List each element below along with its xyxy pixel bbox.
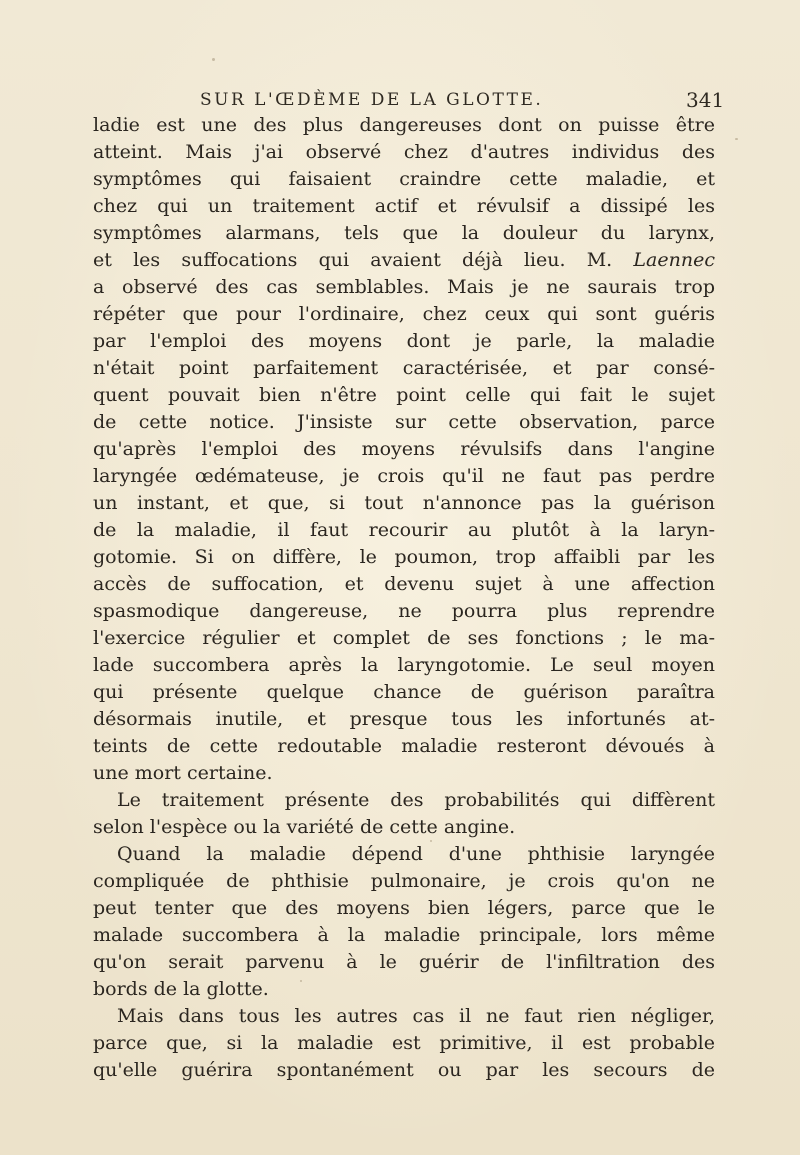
page-number: 341: [686, 88, 725, 112]
text-line: gotomie. Si on diffère, le poumon, trop affaibli par les: [93, 546, 715, 568]
text-line: atteint. Mais j'ai observé chez d'autres individus des: [93, 141, 715, 163]
body-text: [93, 112, 715, 1084]
text-line: symptômes qui faisaient craindre cette maladie, et: [93, 168, 715, 190]
text-line: selon l'espèce ou la variété de cette angine.: [93, 816, 516, 838]
text-line: a observé des cas semblables. Mais je ne saurais trop: [93, 276, 715, 298]
text-line: qu'on serait parvenu à le guérir de l'infiltration des: [93, 951, 715, 973]
text-line: n'était point parfaitement caractérisée, et par consé-: [93, 357, 715, 379]
paper-speck: [300, 980, 302, 982]
text-line: une mort certaine.: [93, 762, 273, 784]
text-line: parce que, si la maladie est primitive, il est probable: [93, 1032, 715, 1054]
running-title: SUR L'ŒDÈME DE LA GLOTTE.: [200, 90, 544, 110]
text-line: bords de la glotte.: [93, 978, 269, 1000]
paper-speck: [735, 138, 738, 140]
text-line: malade succombera à la maladie principale, lors même: [93, 924, 715, 946]
text-line: qu'elle guérira spontanément ou par les secours de: [93, 1059, 715, 1081]
text-line: laryngée œdémateuse, je crois qu'il ne faut pas perdre: [93, 465, 715, 487]
paper-speck: [430, 840, 432, 842]
text-line: Quand la maladie dépend d'une phthisie laryngée: [117, 843, 715, 865]
text-line-start: et les suffocations qui avaient déjà lieu. M.: [93, 249, 613, 271]
text-line: qu'après l'emploi des moyens révulsifs dans l'angine: [93, 438, 715, 460]
text-line: symptômes alarmans, tels que la douleur du larynx,: [93, 222, 715, 244]
text-line: qui présente quelque chance de guérison paraîtra: [93, 681, 715, 703]
text-line: compliquée de phthisie pulmonaire, je crois qu'on ne: [93, 870, 715, 892]
text-line: par l'emploi des moyens dont je parle, la maladie: [93, 330, 715, 352]
text-line: teints de cette redoutable maladie resteront dévoués à: [93, 735, 715, 757]
text-line: Mais dans tous les autres cas il ne faut rien négliger,: [117, 1005, 715, 1027]
text-line: l'exercice régulier et complet de ses fonctions ; le ma-: [93, 627, 715, 649]
text-line: peut tenter que des moyens bien légers, parce que le: [93, 897, 715, 919]
text-line: de la maladie, il faut recourir au plutôt à la laryn-: [93, 519, 715, 541]
text-line: spasmodique dangereuse, ne pourra plus reprendre: [93, 600, 715, 622]
text-line: Le traitement présente des probabilités qui diffèrent: [117, 789, 715, 811]
text-line: désormais inutile, et presque tous les infortunés at-: [93, 708, 715, 730]
author-name: Laennec: [633, 249, 715, 271]
text-line-with-name: [93, 247, 715, 274]
text-line: lade succombera après la laryngotomie. Le seul moyen: [93, 654, 715, 676]
text-line: un instant, et que, si tout n'annonce pas la guérison: [93, 492, 715, 514]
text-line: accès de suffocation, et devenu sujet à une affection: [93, 573, 715, 595]
text-line: ladie est une des plus dangereuses dont on puisse être: [93, 114, 715, 136]
text-line: de cette notice. J'insiste sur cette observation, parce: [93, 411, 715, 433]
text-line: répéter que pour l'ordinaire, chez ceux qui sont guéris: [93, 303, 715, 325]
text-line: quent pouvait bien n'être point celle qui fait le sujet: [93, 384, 715, 406]
paper-speck: [212, 58, 215, 61]
text-line: chez qui un traitement actif et révulsif a dissipé les: [93, 195, 715, 217]
